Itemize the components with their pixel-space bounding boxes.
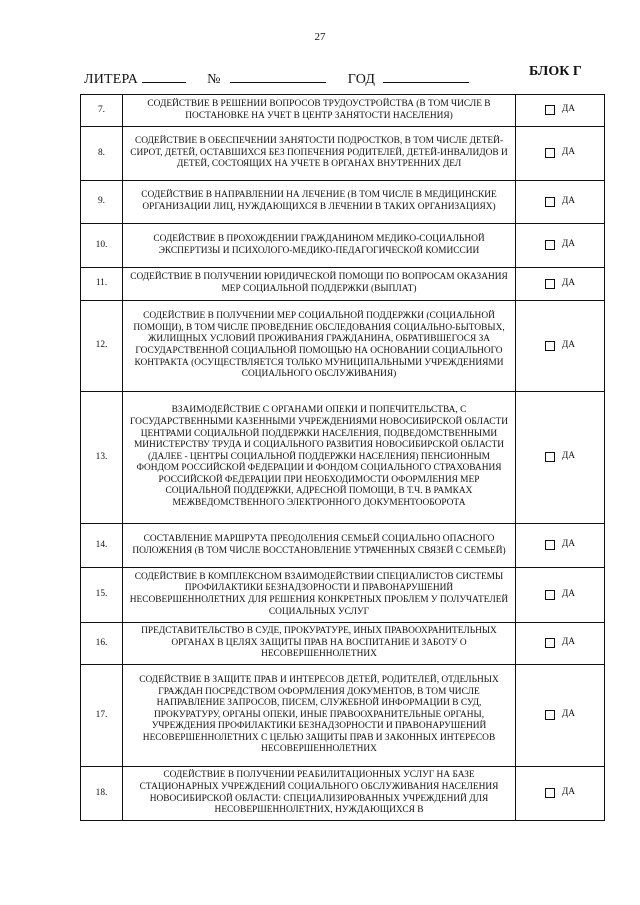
service-description: СОСТАВЛЕНИЕ МАРШРУТА ПРЕОДОЛЕНИЯ СЕМЬЕЙ СОЦИАЛЬНО ОПАСНОГО ПОЛОЖЕНИЯ (В ТОМ ЧИСЛЕ ВОССТАНОВЛЕНИЕ УТРАЧЕННЫХ СВЯЗЕЙ С СЕМЬЕЙ): [123, 524, 516, 568]
service-description: ВЗАИМОДЕЙСТВИЕ С ОРГАНАМИ ОПЕКИ И ПОПЕЧИТЕЛЬСТВА, С ГОСУДАРСТВЕННЫМИ КАЗЕННЫМИ УЧРЕЖДЕНИЯМИ НОВОСИБИРСКОЙ ОБЛАСТИ ЦЕНТРАМИ СОЦИАЛЬНОЙ ПОДДЕРЖКИ НАСЕЛЕНИЯ, ПОДВЕДОМСТВЕННЫМИ МИНИСТЕРСТВУ ТРУДА И СОЦИАЛЬНОГО РАЗВИТИЯ НОВОСИБИРСКОЙ ОБЛАСТИ (ДАЛЕЕ - ЦЕНТРЫ СОЦИАЛЬНОЙ ПОДДЕРЖКИ НАСЕЛЕНИЯ) ПЕНСИОННЫМ ФОНДОМ РОССИЙСКОЙ ФЕДЕРАЦИИ И ФОНДОМ СОЦИАЛЬНОГО СТРАХОВАНИЯ РОССИЙСКОЙ ФЕДЕРАЦИИ ПРИ НЕОБХОДИМОСТИ ОФОРМЛЕНИЯ МЕР СОЦИАЛЬНОЙ ПОДДЕРЖКИ, АДРЕСНОЙ ПОМОЩИ, В Т.Ч. В РАМКАХ МЕЖВЕДОМСТВЕННОГО ЭЛЕКТРОННОГО ДОКУМЕНТООБОРОТА: [123, 392, 516, 524]
row-number: 7.: [81, 95, 123, 127]
option-label: ДА: [561, 239, 576, 250]
option-label: ДА: [561, 588, 576, 599]
option-cell: [516, 767, 605, 821]
checkbox[interactable]: [545, 197, 555, 207]
checkbox[interactable]: [545, 105, 555, 115]
service-description: СОДЕЙСТВИЕ В КОМПЛЕКСНОМ ВЗАИМОДЕЙСТВИИ СПЕЦИАЛИСТОВ СИСТЕМЫ ПРОФИЛАКТИКИ БЕЗНАДЗОРНОСТИ И ПРАВОНАРУШЕНИЙ НЕСОВЕРШЕННОЛЕТНИХ ДЛЯ РЕШЕНИЯ КОНКРЕТНЫХ ПРОБЛЕМ У ПОЛУЧАТЕЛЕЙ СОЦИАЛЬНЫХ УСЛУГ: [123, 568, 516, 623]
option-label: ДА: [561, 104, 576, 115]
form-header: [84, 70, 469, 88]
checkbox[interactable]: [545, 788, 555, 798]
number-label: №: [207, 72, 221, 87]
service-description: СОДЕЙСТВИЕ В НАПРАВЛЕНИИ НА ЛЕЧЕНИЕ (В ТОМ ЧИСЛЕ В МЕДИЦИНСКИЕ ОРГАНИЗАЦИИ ЛИЦ, НУЖДАЮЩИХСЯ В ЛЕЧЕНИИ В ТАКИХ ОРГАНИЗАЦИЯХ): [123, 181, 516, 224]
table-row: [81, 568, 605, 623]
option-label: ДА: [561, 339, 576, 350]
block-label: БЛОК Г: [529, 64, 582, 79]
service-description: СОДЕЙСТВИЕ В ПРОХОЖДЕНИИ ГРАЖДАНИНОМ МЕДИКО-СОЦИАЛЬНОЙ ЭКСПЕРТИЗЫ И ПСИХОЛОГО-МЕДИКО-ПЕДАГОГИЧЕСКОЙ КОМИССИИ: [123, 224, 516, 268]
table-row: [81, 767, 605, 821]
service-description: СОДЕЙСТВИЕ В РЕШЕНИИ ВОПРОСОВ ТРУДОУСТРОЙСТВА (В ТОМ ЧИСЛЕ В ПОСТАНОВКЕ НА УЧЕТ В ЦЕНТР ЗАНЯТОСТИ НАСЕЛЕНИЯ): [123, 95, 516, 127]
row-number: 9.: [81, 181, 123, 224]
table-row: [81, 524, 605, 568]
litera-field[interactable]: [142, 70, 186, 83]
option-label: ДА: [561, 147, 576, 158]
checkbox[interactable]: [545, 279, 555, 289]
row-number: 10.: [81, 224, 123, 268]
table-row: [81, 224, 605, 268]
option-label: ДА: [561, 539, 576, 550]
option-cell: [516, 268, 605, 301]
service-description: СОДЕЙСТВИЕ В ПОЛУЧЕНИИ ЮРИДИЧЕСКОЙ ПОМОЩИ ПО ВОПРОСАМ ОКАЗАНИЯ МЕР СОЦИАЛЬНОЙ ПОДДЕРЖКИ (ВЫПЛАТ): [123, 268, 516, 301]
option-label: ДА: [561, 637, 576, 648]
row-number: 12.: [81, 301, 123, 392]
option-cell: [516, 181, 605, 224]
checkbox[interactable]: [545, 341, 555, 351]
service-description: СОДЕЙСТВИЕ В ОБЕСПЕЧЕНИИ ЗАНЯТОСТИ ПОДРОСТКОВ, В ТОМ ЧИСЛЕ ДЕТЕЙ-СИРОТ, ДЕТЕЙ, ОСТАВШИХСЯ БЕЗ ПОПЕЧЕНИЯ РОДИТЕЛЕЙ, ДЕТЕЙ-ИНВАЛИДОВ И ДЕТЕЙ, СОСТОЯЩИХ НА УЧЕТЕ В ОРГАНАХ ВНУТРЕННИХ ДЕЛ: [123, 127, 516, 181]
checkbox[interactable]: [545, 638, 555, 648]
service-description: СОДЕЙСТВИЕ В ПОЛУЧЕНИИ РЕАБИЛИТАЦИОННЫХ УСЛУГ НА БАЗЕ СТАЦИОНАРНЫХ УЧРЕЖДЕНИЙ СОЦИАЛЬНОГО ОБСЛУЖИВАНИЯ НАСЕЛЕНИЯ НОВОСИБИРСКОЙ ОБЛАСТИ: СПЕЦИАЛИЗИРОВАННЫХ УЧРЕЖДЕНИЙ ДЛЯ НЕСОВЕРШЕННОЛЕТНИХ, НУЖДАЮЩИХСЯ В: [123, 767, 516, 821]
row-number: 16.: [81, 623, 123, 665]
checkbox[interactable]: [545, 710, 555, 720]
checkbox[interactable]: [545, 240, 555, 250]
option-label: ДА: [561, 787, 576, 798]
option-cell: [516, 224, 605, 268]
option-cell: [516, 665, 605, 767]
year-label: ГОД: [347, 72, 376, 87]
service-description: СОДЕЙСТВИЕ В ЗАЩИТЕ ПРАВ И ИНТЕРЕСОВ ДЕТЕЙ, РОДИТЕЛЕЙ, ОТДЕЛЬНЫХ ГРАЖДАН ПОСРЕДСТВОМ ОФОРМЛЕНИЯ ДОКУМЕНТОВ, В ТОМ ЧИСЛЕ НАПРАВЛЕНИЕ ЗАПРОСОВ, ПИСЕМ, СЛУЖЕБНОЙ ИНФОРМАЦИИ В СУД, ПРОКУРАТУРУ, ОРГАНЫ ОПЕКИ, ИНЫЕ ПРАВООХРАНИТЕЛЬНЫЕ ОРГАНЫ, УЧРЕЖДЕНИЯ ПРОФИЛАКТИКИ БЕЗНАДЗОРНОСТИ И ПРАВОНАРУШЕНИЙ НЕСОВЕРШЕННОЛЕТНИХ С ЦЕЛЬЮ ЗАЩИТЫ ПРАВ И ЗАКОННЫХ ИНТЕРЕСОВ НЕСОВЕРШЕННОЛЕТНИХ: [123, 665, 516, 767]
option-cell: [516, 524, 605, 568]
option-label: ДА: [561, 451, 576, 462]
option-label: ДА: [561, 709, 576, 720]
checkbox[interactable]: [545, 148, 555, 158]
litera-label: ЛИТЕРА: [84, 72, 139, 87]
table-row: [81, 268, 605, 301]
option-label: ДА: [561, 277, 576, 288]
table-row: [81, 181, 605, 224]
option-cell: [516, 568, 605, 623]
table-row: [81, 95, 605, 127]
table-row: [81, 665, 605, 767]
option-cell: [516, 127, 605, 181]
row-number: 15.: [81, 568, 123, 623]
row-number: 8.: [81, 127, 123, 181]
row-number: 17.: [81, 665, 123, 767]
option-cell: [516, 392, 605, 524]
number-field[interactable]: [230, 70, 326, 83]
option-cell: [516, 95, 605, 127]
option-cell: [516, 623, 605, 665]
row-number: 18.: [81, 767, 123, 821]
services-table: [80, 94, 605, 821]
service-description: ПРЕДСТАВИТЕЛЬСТВО В СУДЕ, ПРОКУРАТУРЕ, ИНЫХ ПРАВООХРАНИТЕЛЬНЫХ ОРГАНАХ В ЦЕЛЯХ ЗАЩИТЫ ПРАВ НА ВОСПИТАНИЕ И ЗАБОТУ О НЕСОВЕРШЕННОЛЕТНИХ: [123, 623, 516, 665]
option-label: ДА: [561, 195, 576, 206]
row-number: 11.: [81, 268, 123, 301]
checkbox[interactable]: [545, 590, 555, 600]
checkbox[interactable]: [545, 540, 555, 550]
table-row: [81, 127, 605, 181]
service-description: СОДЕЙСТВИЕ В ПОЛУЧЕНИИ МЕР СОЦИАЛЬНОЙ ПОДДЕРЖКИ (СОЦИАЛЬНОЙ ПОМОЩИ), В ТОМ ЧИСЛЕ ПРОВЕДЕНИЕ ОБСЛЕДОВАНИЯ СОЦИАЛЬНО-БЫТОВЫХ, ЖИЛИЩНЫХ УСЛОВИЙ ПРОЖИВАНИЯ ГРАЖДАНИНА, ОБРАТИВШЕГОСЯ ЗА ГОСУДАРСТВЕННОЙ СОЦИАЛЬНОЙ ПОМОЩЬЮ НА ОСНОВАНИИ СОЦИАЛЬНОГО КОНТРАКТА (ОСУЩЕСТВЛЯЕТСЯ ТОЛЬКО МУНИЦИПАЛЬНЫМИ УЧРЕЖДЕНИЯМИ СОЦИАЛЬНОГО ОБСЛУЖИВАНИЯ): [123, 301, 516, 392]
table-row: [81, 301, 605, 392]
table-row: [81, 623, 605, 665]
table-row: [81, 392, 605, 524]
checkbox[interactable]: [545, 452, 555, 462]
year-field[interactable]: [383, 70, 469, 83]
option-cell: [516, 301, 605, 392]
row-number: 14.: [81, 524, 123, 568]
page-number: 27: [314, 31, 326, 43]
row-number: 13.: [81, 392, 123, 524]
